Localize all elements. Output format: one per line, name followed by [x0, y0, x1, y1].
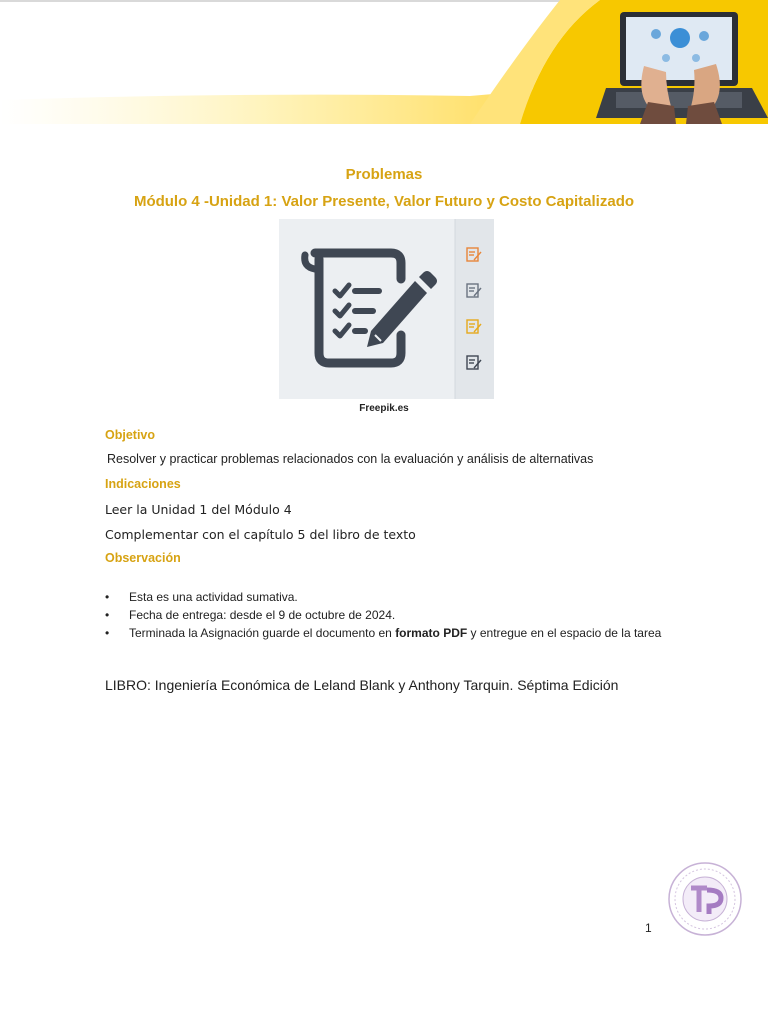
bullet-text-start: Terminada la Asignación guarde el documento en: [129, 626, 396, 640]
indication-item: Complementar con el capítulo 5 del libro de texto: [105, 527, 416, 542]
list-item: • Fecha de entrega: desde el 9 de octubre de 2024.: [105, 606, 665, 624]
image-caption: Freepik.es: [359, 403, 409, 414]
book-reference: LIBRO: Ingeniería Económica de Leland Blank y Anthony Tarquin. Séptima Edición: [105, 677, 619, 693]
observation-heading: Observación: [105, 551, 181, 565]
objective-text: Resolver y practicar problemas relacionados con la evaluación y análisis de alternativas: [107, 452, 594, 466]
observation-list: [105, 588, 665, 642]
indication-item: Leer la Unidad 1 del Módulo 4: [105, 502, 292, 517]
bullet-bold-text: formato PDF: [395, 626, 468, 640]
list-item: [105, 624, 665, 642]
checklist-illustration: [279, 219, 494, 399]
indications-heading: Indicaciones: [105, 477, 181, 491]
bullet-text-end: y entregue en el espacio de la tarea: [467, 626, 662, 640]
objective-heading: Objetivo: [105, 428, 156, 442]
laptop-hands-image: [596, 6, 768, 124]
university-seal-icon: [667, 860, 743, 938]
document-subtitle: Módulo 4 -Unidad 1: Valor Presente, Valor Futuro y Costo Capitalizado: [133, 193, 635, 210]
document-title: Problemas: [345, 166, 423, 183]
page-number: 1: [645, 921, 652, 935]
list-item: • Esta es una actividad sumativa.: [105, 588, 665, 606]
